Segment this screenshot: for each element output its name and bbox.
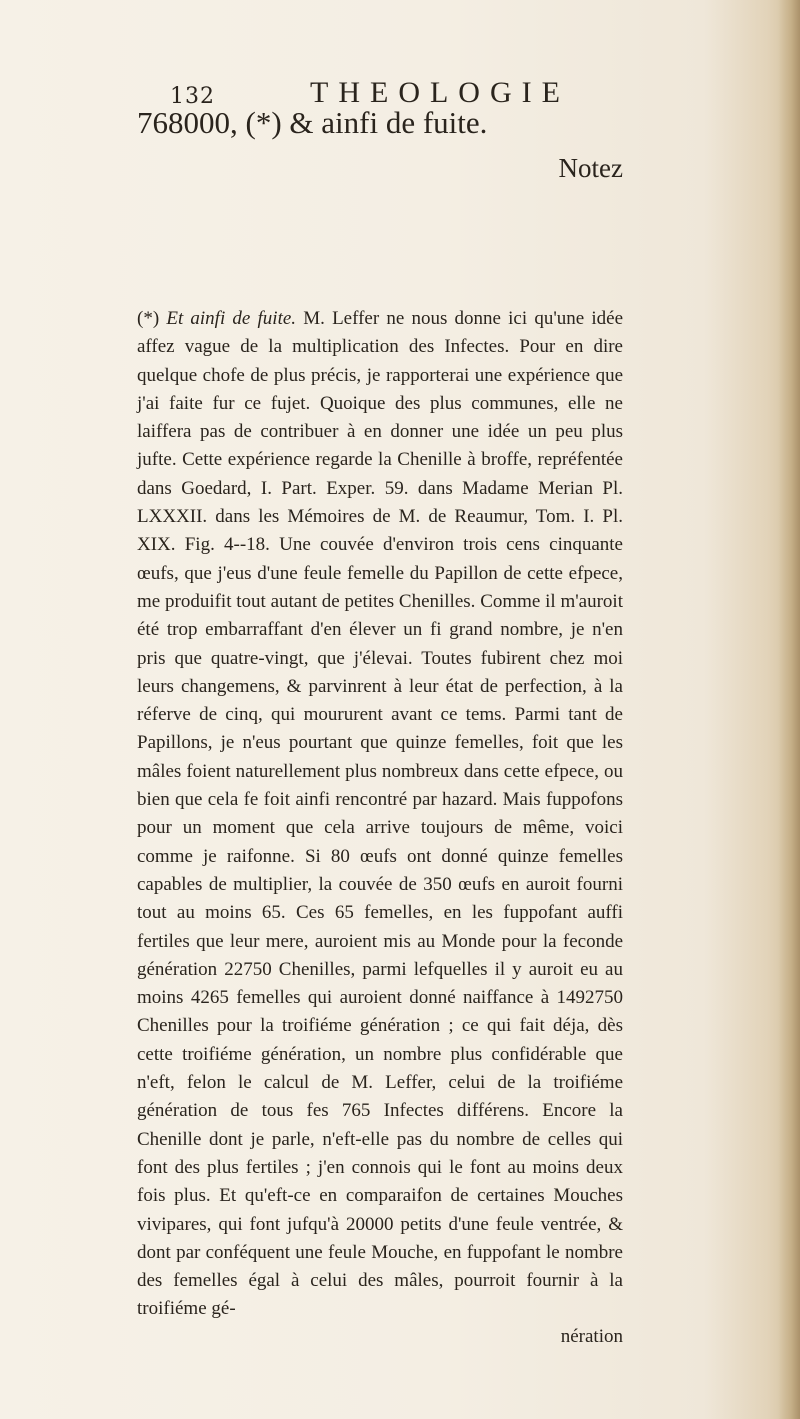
note-body: M. Leffer ne nous donne ici qu'une idée affez vague de la multiplication des Infectes. Pour en dire quelque chofe de plus précis, je rapporterai une expérience que j'ai faite fur ce fujet. Quoique des plus communes, elle ne laiffera pas de contribuer à en donner une idée un peu plus jufte. Cette expérience regarde la Chenille à broffe, repréfentée dans Goedard, I. Part. Exper. 59. dans Madame Merian Pl. LXXXII. dans les Mémoires de M. de Reaumur, Tom. I. Pl. XIX. Fig. 4--18. Une couvée d'environ trois cens cinquante œufs, que j'eus d'une feule femelle du Papillon de cette efpece, me produifit tout autant de petites Chenilles. Comme il m'auroit été trop embarraffant d'en élever un fi grand nombre, je n'en pris que quatre-vingt, que j'élevai. Toutes fubirent chez moi leurs changemens, & parvinrent à leur état de perfection, à la réferve de cinq, qui moururent avant ce tems. Parmi tant de Papillons, je n'eus pourtant que quinze femelles, foit que les mâles foient naturellement plus nombreux dans cette efpece, ou bien que cela fe foit ainfi rencontré par hazard. Mais fuppofons pour un moment que cela arrive toujours de même, voici comme je raifonne. Si 80 œufs ont donné quinze femelles capables de multiplier, la couvée de 350 œufs en auroit fourni tout au moins 65. Ces 65 femelles, en les fuppofant auffi fertiles que leur mere, auroient mis au Monde pour la feconde génération 22750 Chenilles, parmi lefquelles il y auroit eu au moins 4265 femelles qui auroient donné naiffance à 1492750 Chenilles pour la troifiéme génération ; ce qui fait déja, dès cette troifiéme génération, un nombre plus confidérable que n'eft, felon le calcul de M. Leffer, celui de la troifiéme génération de tous fes 765 Infectes différens. Encore la Chenille dont je parle, n'eft-elle pas du nombre de celles qui font des plus fertiles ; j'en connois qui le font au moins deux fois plus. Et qu'eft-ce en comparaifon de certaines Mouches vivipares, qui font jufqu'à 20000 petits d'une feule ventrée, & dont par conféquent une feule Mouche, en fuppofant le nombre des femelles égal à celui des mâles, pourroit fournir à la troifiéme gé- <box>137 308 624 1320</box>
footnote-paragraph <box>137 305 623 1324</box>
page-gutter-shadow <box>778 0 800 1419</box>
running-title: THEOLOGIE <box>310 76 570 109</box>
page-number: 132 <box>170 84 215 109</box>
bottom-catchword: nération <box>560 1325 623 1347</box>
note-label: (*) <box>137 308 160 329</box>
opening-line: 768000, (*) & ainfi de fuite. <box>137 105 488 140</box>
catchword-notez: Notez <box>558 153 623 183</box>
note-italic-title: Et ainfi de fuite. <box>166 308 297 329</box>
